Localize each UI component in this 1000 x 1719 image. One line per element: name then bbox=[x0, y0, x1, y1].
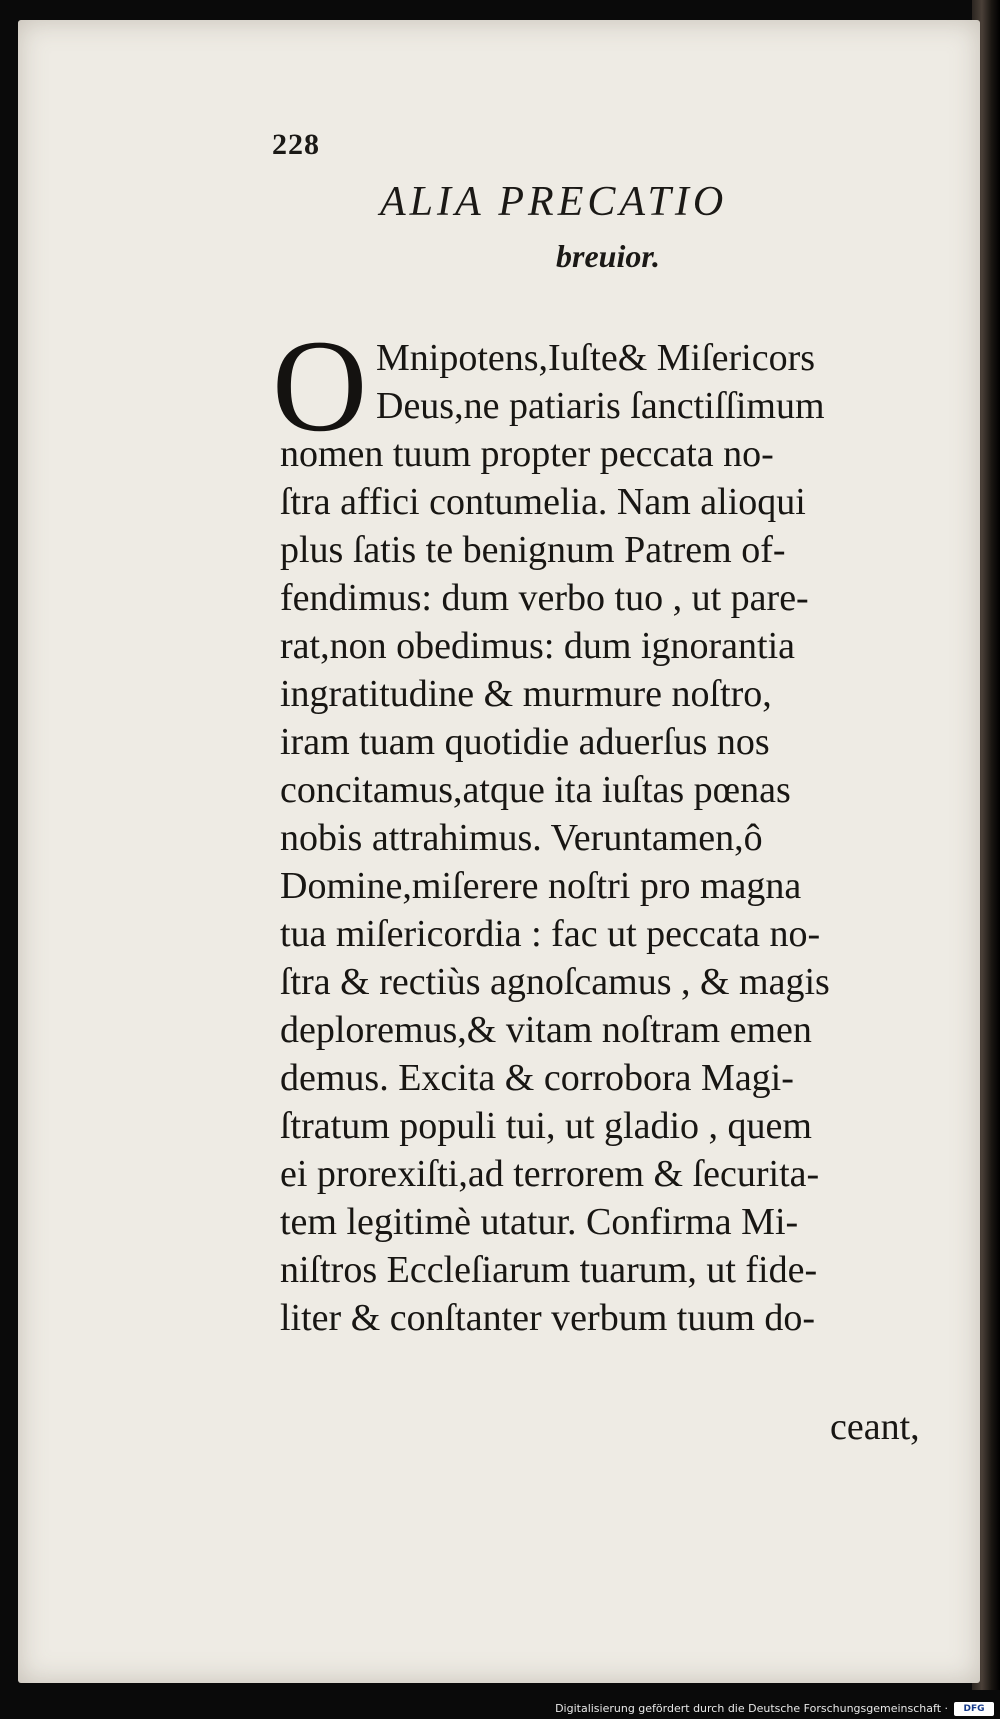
text-line: ſtra affici contumelia. Nam alioqui bbox=[280, 481, 806, 523]
text-line: tem legitimè utatur. Confirma Mi- bbox=[280, 1201, 799, 1243]
text-line: niſtros Eccleſiarum tuarum, ut fide- bbox=[280, 1249, 818, 1291]
text-line: iram tuam quotidie aduerſus nos bbox=[280, 721, 770, 763]
page-number: 228 bbox=[272, 128, 320, 161]
text-line: Domine,miſerere noſtri pro magna bbox=[280, 865, 802, 907]
text-line: plus ſatis te benignum Patrem of- bbox=[280, 529, 786, 571]
text-line: Mnipotens,Iuſte& Miſericors bbox=[376, 337, 816, 379]
text-line: ſtratum populi tui, ut gladio , quem bbox=[280, 1105, 812, 1147]
prayer-subheading: breuior. bbox=[556, 238, 661, 274]
text-line: nomen tuum propter peccata no- bbox=[280, 433, 774, 475]
text-line: ſtra & rectiùs agnoſcamus , & magis bbox=[280, 961, 830, 1003]
prayer-heading: ALIA PRECATIO bbox=[380, 179, 728, 225]
text-line: rat,non obedimus: dum ignorantia bbox=[280, 625, 796, 667]
drop-capital: O bbox=[272, 312, 368, 459]
text-line: fendimus: dum verbo tuo , ut pare- bbox=[280, 577, 809, 619]
text-line: liter & conſtanter verbum tuum do- bbox=[280, 1297, 816, 1339]
text-line: concitamus,atque ita iuſtas pœnas bbox=[280, 769, 791, 811]
digitization-credit: Digitalisierung gefördert durch die Deutsche Forschungsgemeinschaft · bbox=[555, 1702, 948, 1715]
dfg-logo: DFG bbox=[954, 1702, 994, 1716]
text-line: Deus,ne patiaris ſanctiſſimum bbox=[376, 385, 825, 427]
text-line: ingratitudine & murmure noſtro, bbox=[280, 673, 772, 715]
text-line: tua miſericordia : fac ut peccata no- bbox=[280, 913, 821, 955]
text-line: demus. Excita & corrobora Magi- bbox=[280, 1057, 794, 1099]
text-line: nobis attrahimus. Veruntamen,ô bbox=[280, 817, 763, 859]
text-line: deploremus,& vitam noſtram emen bbox=[280, 1009, 812, 1051]
catchword: ceant, bbox=[830, 1406, 920, 1448]
text-line: ei prorexiſti,ad terrorem & ſecurita- bbox=[280, 1153, 820, 1195]
